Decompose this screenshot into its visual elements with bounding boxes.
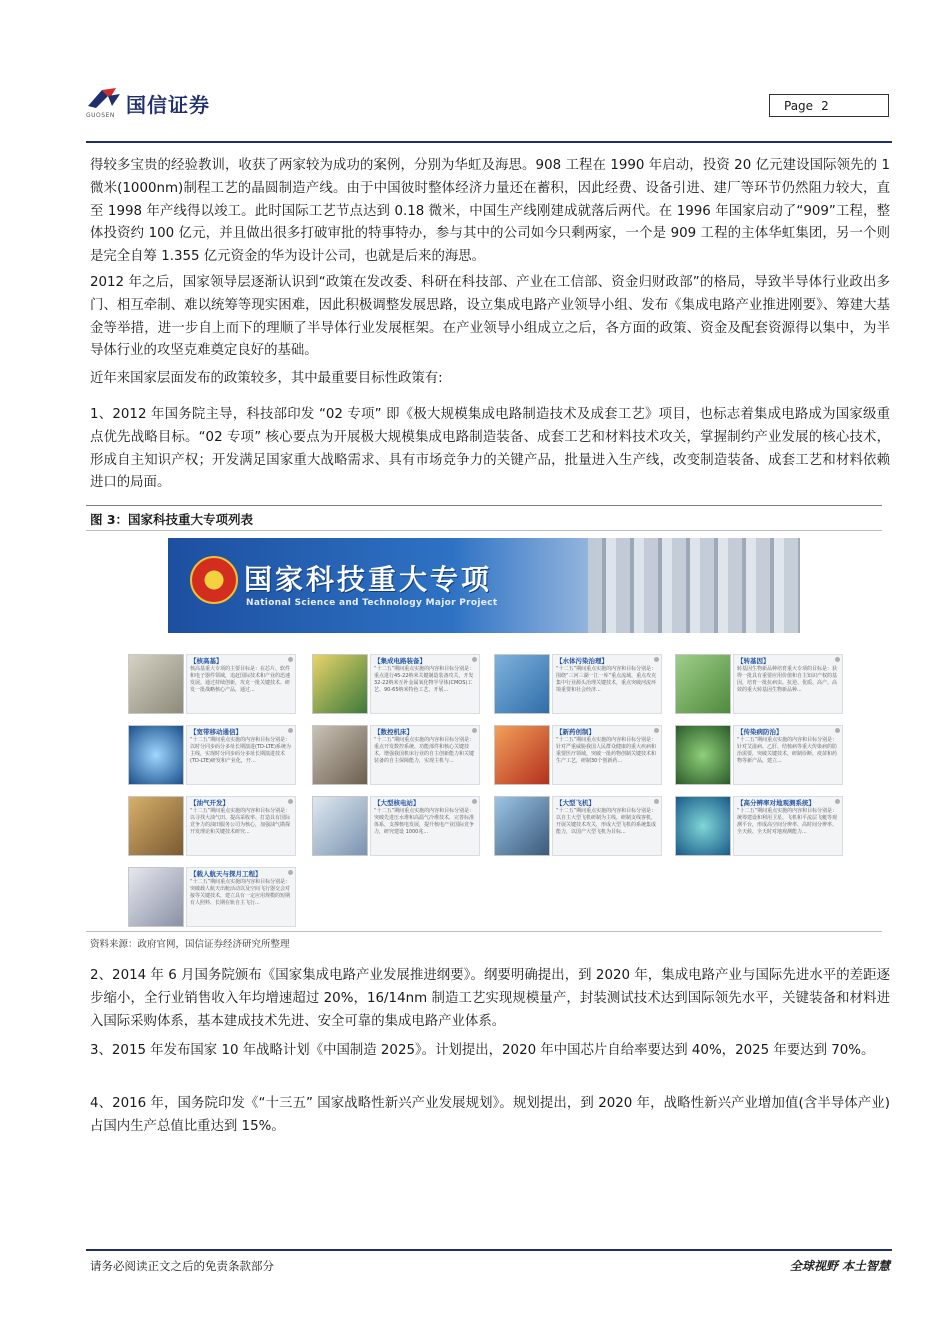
project-tile-card <box>370 725 480 785</box>
project-tile-name: 【集成电路装备】 <box>374 657 426 665</box>
footer-rule <box>86 1249 892 1251</box>
project-tile-image <box>675 725 731 785</box>
tile-corner-icon <box>472 728 477 733</box>
project-tile-card <box>186 867 296 927</box>
project-tile <box>312 725 480 787</box>
project-tile-card <box>186 725 296 785</box>
figure-top-rule <box>86 505 882 506</box>
project-tile-name: 【载人航天与探月工程】 <box>190 870 262 878</box>
page-label: Page <box>784 99 814 113</box>
project-tile-name: 【转基因】 <box>737 657 770 665</box>
project-tile-name: 【油气开发】 <box>190 799 229 807</box>
project-tile-card <box>186 796 296 856</box>
tile-corner-icon <box>654 728 659 733</box>
tile-corner-icon <box>835 657 840 662</box>
project-tile-card <box>552 796 662 856</box>
tile-corner-icon <box>288 728 293 733</box>
tile-corner-icon <box>472 799 477 804</box>
paragraph-3: 近年来国家层面发布的政策较多，其中最重要目标性政策有: <box>90 371 443 386</box>
tile-corner-icon <box>654 799 659 804</box>
project-tile-image <box>494 796 550 856</box>
figure-banner <box>168 538 800 633</box>
project-tile <box>128 654 296 716</box>
footer-slogan: 全球视野 本土智慧 <box>789 1259 890 1273</box>
header-rule <box>86 141 892 143</box>
banner-lab-photo <box>588 538 800 633</box>
project-tile-image <box>312 796 368 856</box>
project-tile <box>494 654 662 716</box>
footer-disclaimer: 请务必阅读正文之后的免责条款部分 <box>90 1259 274 1273</box>
figure-title-rule <box>86 530 882 531</box>
project-tile <box>675 725 843 787</box>
project-tile <box>128 867 296 929</box>
tile-corner-icon <box>472 657 477 662</box>
project-tile-image <box>312 725 368 785</box>
project-tile <box>128 725 296 787</box>
project-tile-desc: “十二五”期间重点实施的内容和目标分别是：以自主大型飞机研制为主线，研制支线客机，开展关键技术攻关，形成大型飞机的系统集成能力，以国产大型飞机为目标... <box>556 808 657 835</box>
project-tile-name: 【新药创制】 <box>556 728 595 736</box>
paragraph-4: 1、2012 年国务院主导，科技部印发 “02 专项” 即《极大规模集成电路制造技术及成套工艺》项目，也标志着集成电路成为国家级重点优先战略目标。“02 专项” 核心要点为开展极大规模集成电路制造装备、成套工艺和材料技术攻关，掌握制约产业发展的核心技术，形成自主知识产权；开发满足国家重大战略需求、具有市场竞争力的关键产品，批量进入生产线，改变制造装备、成套工艺和材料依赖进口的局面。 <box>90 407 890 491</box>
page-indicator <box>769 94 889 117</box>
project-tile-image <box>128 867 184 927</box>
project-tile-card <box>370 654 480 714</box>
project-tile-name: 【大型飞机】 <box>556 799 595 807</box>
project-tile-desc: 核高基重大专项的主要目标是：在芯片、软件和电子器件领域，追赶国际技术和产业的迅速发展。通过持续创新，攻克一批关键技术、研发一批战略核心产品，通过... <box>190 666 291 693</box>
tile-corner-icon <box>654 657 659 662</box>
figure-source: 资料来源：政府官网，国信证券经济研究所整理 <box>90 939 290 950</box>
project-tile <box>312 654 480 716</box>
project-tile-desc: “十二五”期间重点实施的内容和目标分别是：统筹建设和利用卫星、飞机和平流层飞艇等观测平台，形成高空间分辨率、高时间分辨率、全天候、全天时对地观测能力... <box>737 808 838 835</box>
figure-bottom-rule <box>86 931 882 932</box>
project-tile-card <box>733 725 843 785</box>
project-tile-desc: “十二五”期间重点实施的内容和目标分别是：重点开发数控系统、功能部件和核心关键技术，增强我国机床行业的自主创新能力和关键装备的自主保障能力，实现主机与... <box>374 737 475 764</box>
project-tile-image <box>312 654 368 714</box>
project-tile-desc: 转基因生物新品种培育重大专项的目标是：获得一批具有重要应用价值和自主知识产权的基因，培育一批抗病虫、抗逆、优质、高产、高效的重大转基因生物新品种... <box>737 666 838 693</box>
paragraph-1: 得较多宝贵的经验教训，收获了两家较为成功的案例，分别为华虹及海思。908 工程在 1990 年启动，投资 20 亿元建设国际领先的 1 微米(1000nm)制程工艺的晶圆制造产线。由于中国彼时整体经济力量还在蓄积，因此经费、设备引进、建厂等环节仍然阻力较大，直至 1998 年产线得以竣工。此时国际工艺节点达到 0.18 微米，中国生产线刚建成就落后两代。在 1996 年国家启动了“909”工程，整体投资约 100 亿元，并且做出很多打破审批的特事特办，参与其中的公司如今只剩两家，一个是 909 工程的主体华虹集团，另一个则是完全自筹 1.355 亿元资金的华为设计公司，也就是后来的海思。 <box>90 158 890 265</box>
project-tile-name: 【大型核电站】 <box>374 799 420 807</box>
project-tile-desc: “十二五”期间重点实施的内容和目标分别是：针对严重威胁我国人民群众健康的重大疾病和重要医疗领域，突破一批药物创制关键技术和生产工艺，研制30个创新药... <box>556 737 657 764</box>
logo-name: 国信证券 <box>126 93 210 117</box>
project-tile <box>494 796 662 858</box>
paragraph-2: 2012 年之后，国家领导层逐渐认识到“政策在发改委、科研在科技部、产业在工信部、资金归财政部”的格局，导致半导体行业政出多门、相互牵制、难以统筹等现实困难，因此积极调整发展思路，设立集成电路产业领导小组、发布《集成电路产业推进刚要》、筹建大基金等举措，进一步自上而下的理顺了半导体行业发展框架。在产业领导小组成立之后，各方面的政策、资金及配套资源得以集中，为半导体行业的攻坚克难奠定良好的基础。 <box>90 275 890 359</box>
national-emblem-icon <box>190 556 238 604</box>
project-tile-name: 【传染病防治】 <box>737 728 783 736</box>
project-tile-card <box>733 796 843 856</box>
project-tile-image <box>675 796 731 856</box>
paragraph-6: 3、2015 年发布国家 10 年战略计划《中国制造 2025》。计划提出，2020 年中国芯片自给率要达到 40%，2025 年要达到 70%。 <box>90 1043 875 1058</box>
project-tile-card <box>552 725 662 785</box>
project-tile-name: 【核高基】 <box>190 657 223 665</box>
project-tile <box>494 725 662 787</box>
project-tile-card <box>186 654 296 714</box>
project-tile-name: 【水体污染治理】 <box>556 657 608 665</box>
project-tile-desc: “十二五”期间重点实施的内容和目标分别是：突破先进压水堆和高温气冷堆技术，完善标准体系，支撑核电发展，提升核电产业国际竞争力，研究建设 1000兆... <box>374 808 475 835</box>
banner-subtitle: National Science and Technology Major Project <box>246 598 498 608</box>
project-tile-image <box>128 725 184 785</box>
project-tile-desc: “十二五”期间重点实施的内容和目标分别是：围绕“三河三湖一江一库”重点流域，重点攻克集中行业源头治理关键技术，重点突破河流环境重要和社会经济... <box>556 666 657 693</box>
project-tile-image <box>494 725 550 785</box>
project-tile-image <box>675 654 731 714</box>
tile-corner-icon <box>835 728 840 733</box>
project-tile-image <box>128 796 184 856</box>
project-tile-image <box>128 654 184 714</box>
project-tile <box>128 796 296 858</box>
tile-corner-icon <box>835 799 840 804</box>
project-tile-name: 【数控机床】 <box>374 728 413 736</box>
project-tile-desc: “十二五”期间重点实施的内容和目标分别是：突破载人航天出舱活动以及空间飞行器交会对接等关键技术，建立具有一定应用规模的短期有人照料、长期在轨自主飞行... <box>190 879 291 906</box>
project-tile-desc: “十二五”期间重点实施的内容和目标分别是：以时分同步码分多址长期演进(TD-LTE)系统为主线，实现时分同步码分多址长期演进技术(TD-LTE)研发和产业化，开... <box>190 737 291 764</box>
tile-corner-icon <box>288 657 293 662</box>
project-tile-card <box>733 654 843 714</box>
project-tile-desc: “十二五”期间重点实施的内容和目标分别是：重点进行45-22纳米关键制造装备攻关，开发32-22纳米互补金属氧化物半导体(CMOS)工艺、90-65纳米特色工艺，开展... <box>374 666 475 693</box>
project-tile-desc: “十二五”期间重点实施的内容和目标分别是：针对艾滋病、乙肝、结核病等重大传染病的防治需要，突破关键技术，研制诊断、疫苗和药物等新产品，建立... <box>737 737 838 764</box>
project-tile-card <box>552 654 662 714</box>
page-number: 2 <box>821 99 829 113</box>
project-tile-card <box>370 796 480 856</box>
paragraph-5: 2、2014 年 6 月国务院颁布《国家集成电路产业发展推进纲要》。纲要明确提出，到 2020 年，集成电路产业与国际先进水平的差距逐步缩小，全行业销售收入年均增速超过 20%，16/14nm 制造工艺实现规模量产，封装测试技术达到国际领先水平，关键装备和材料进入国际采购体系，基本建成技术先进、安全可靠的集成电路产业体系。 <box>90 968 890 1029</box>
paragraph-7: 4、2016 年，国务院印发《“十三五” 国家战略性新兴产业发展规划》。规划提出，到 2020 年，战略性新兴产业增加值(含半导体产业)占国内生产总值比重达到 15%。 <box>90 1096 890 1134</box>
project-tile-name: 【高分辨率对地观测系统】 <box>737 799 815 807</box>
project-tile <box>312 796 480 858</box>
figure-title: 图 3：国家科技重大专项列表 <box>90 512 254 527</box>
tile-corner-icon <box>288 799 293 804</box>
project-tile-image <box>494 654 550 714</box>
project-tile-name: 【宽带移动通信】 <box>190 728 242 736</box>
company-logo <box>86 86 236 122</box>
logo-subtitle: GUOSEN <box>86 112 115 119</box>
project-tile <box>675 796 843 858</box>
project-tile-desc: “十二五”期间重点实施的内容和目标分别是：以寻找大油气田、提高采收率、打造具有国际竞争力的油田服务公司为核心，加强油气勘探开发理论和关键技术研究... <box>190 808 291 835</box>
project-tile <box>675 654 843 716</box>
tile-corner-icon <box>288 870 293 875</box>
logo-mark-icon <box>86 86 124 112</box>
figure-image <box>124 536 838 928</box>
banner-title: 国家科技重大专项 <box>244 563 493 596</box>
